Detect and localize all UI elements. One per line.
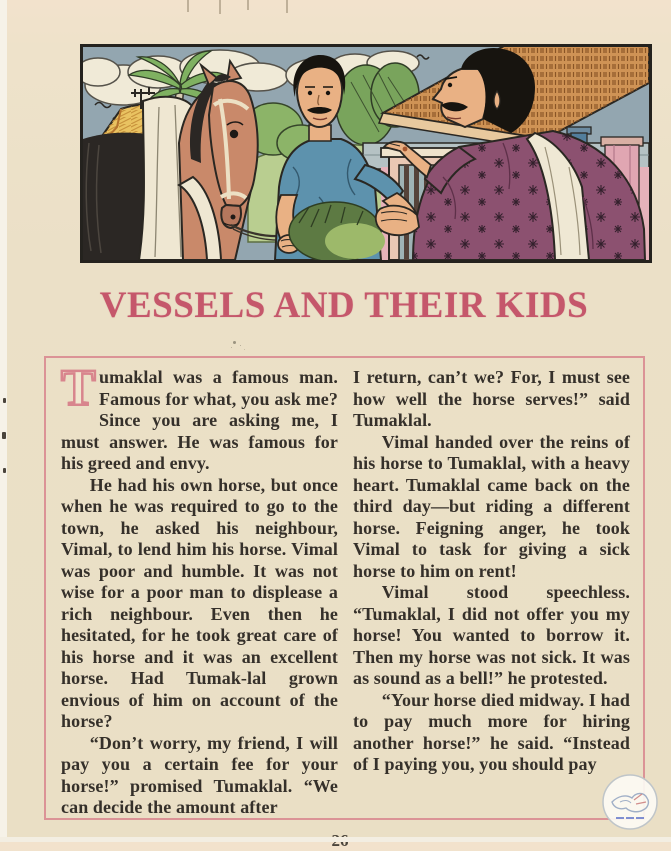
paragraph: Vimal stood speechless. “Tumaklal, I did not offer you my horse! You wanted to borrow it. Then my horse was not sick. It was as sound as a bell!” he protested.	[353, 582, 630, 688]
registration-mark	[247, 0, 249, 10]
registration-mark	[219, 0, 221, 14]
stamp-graphic	[600, 772, 660, 832]
drop-cap: T	[61, 360, 96, 417]
paragraph	[61, 360, 338, 475]
illustration-canvas	[83, 47, 649, 260]
registration-mark	[286, 0, 288, 13]
scan-speck	[2, 432, 6, 439]
scan-speck	[3, 398, 6, 403]
registration-mark	[187, 0, 189, 12]
story-text-box	[44, 356, 645, 820]
paragraph: He had his own horse, but once when he was required to go to the town, he asked his neighbour, Vimal, to lend him his horse. Vimal was poor and humble. It was not wise for a poor man to displease a rich neighbour. Even then he hesitated, for he took great care of his horse and it was an excellent horse. Had Tumak-lal grown envious of him on account of the horse?	[61, 474, 338, 731]
paragraph-text: umaklal was a famous man. Famous for what, you ask me? Since you are asking me, I must answer. He was famous for his greed and envy.	[61, 367, 338, 473]
title-smudge	[233, 341, 236, 344]
paragraph: “Your horse died midway. I had to pay much more for hiring another horse!” he said. “Instead of I paying you, you should pay	[353, 689, 630, 774]
paragraph: I return, can’t we? For, I must see how well the horse serves!” said Tumaklal.	[353, 367, 630, 430]
bottom-scan-edge	[0, 837, 671, 842]
paragraph: Vimal handed over the reins of his horse to Tumaklal, with a heavy heart. Tumaklal came back on the third day—but riding a different horse. Feigning anger, he took Vimal to task for giving a sick horse to him on rent!	[353, 431, 630, 581]
paragraph: “Don’t worry, my friend, I will pay you a certain fee for your horse!” promised Tumaklal. “We can decide the amount after	[61, 732, 338, 817]
page-title: VESSELS AND THEIR KIDS	[99, 285, 589, 326]
left-column	[61, 360, 338, 817]
scan-edge-left	[0, 0, 7, 842]
scan-speck	[3, 468, 6, 473]
story-illustration	[80, 44, 652, 263]
right-column	[353, 367, 630, 812]
watermark-stamp	[600, 772, 660, 832]
